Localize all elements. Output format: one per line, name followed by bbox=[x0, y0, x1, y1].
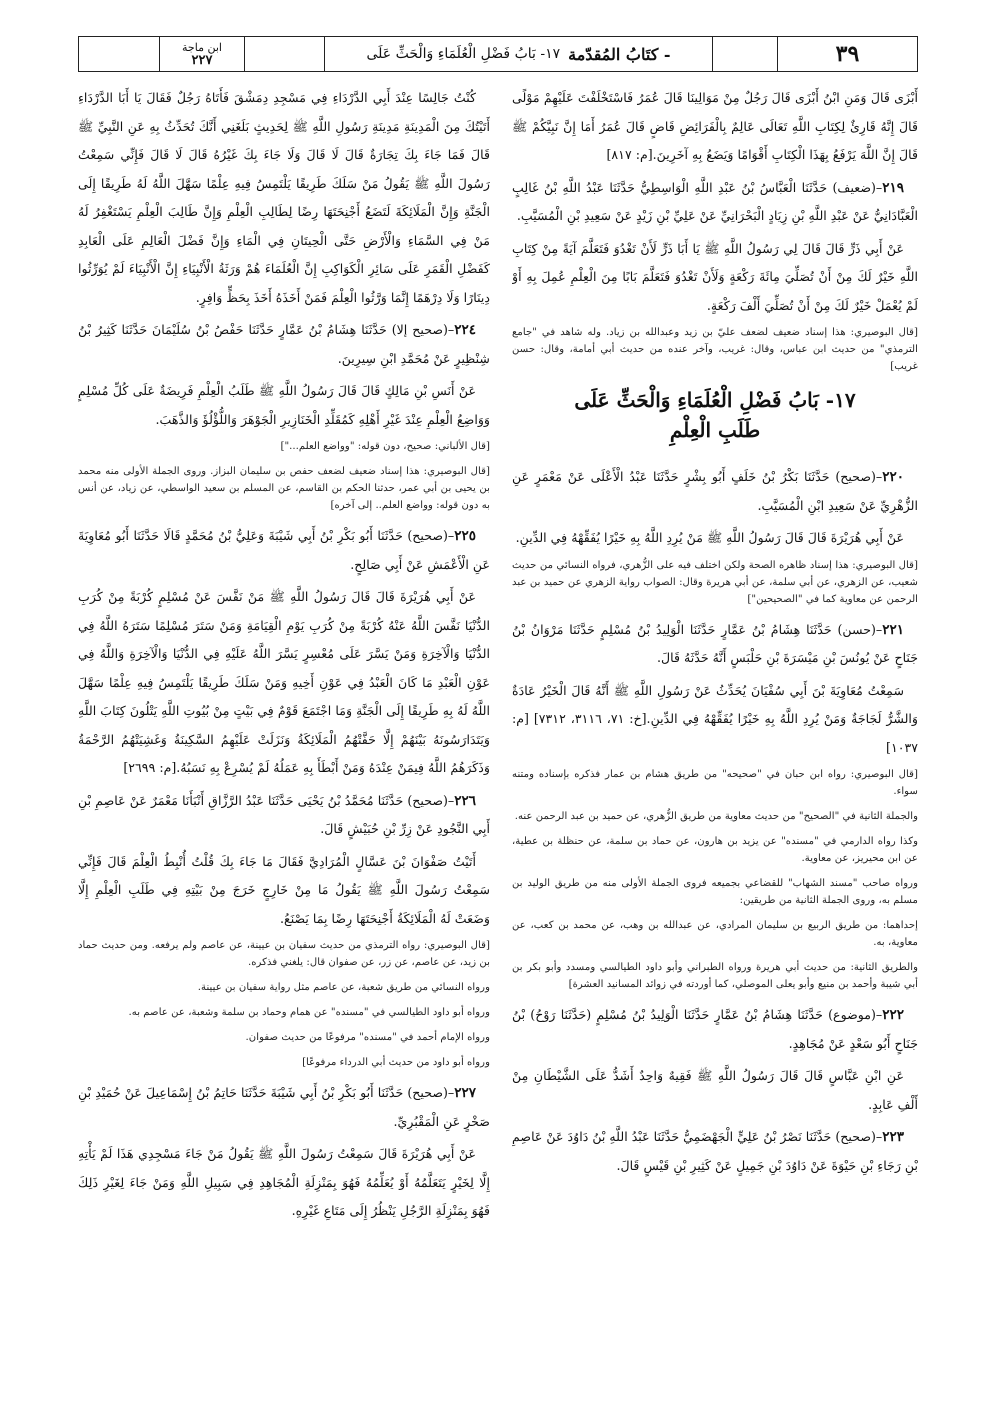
hadith-matn: عَنْ أَبِي ذَرٍّ قَالَ قَالَ لِي رَسُولُ اللَّهِ ﷺ يَا أَبَا ذَرٍّ لَأَنْ تَغْدُوَ فَتَعَلَّمَ آيَةً مِنْ كِتَابِ اللَّهِ خَيْرٌ لَكَ مِنْ أَنْ تُصَلِّيَ مِائَةَ رَكْعَةٍ وَلَأَنْ تَغْدُوَ فَتَعَلَّمَ بَابًا مِنَ الْعِلْمِ عُمِلَ بِهِ أَوْ لَمْ يُعْمَلْ خَيْرٌ لَكَ مِنْ أَنْ تُصَلِّيَ أَلْفَ رَكْعَةٍ. bbox=[512, 240, 918, 313]
hadith-text: أَبْزَى قَالَ وَمَنِ ابْنُ أَبْزَى قَالَ رَجُلٌ مِنْ مَوَالِينَا قَالَ عُمَرُ فَاسْتَخْلَفْتَ عَلَيْهِمْ مَوْلًى قَالَ إِنَّهُ قَارِئٌ لِكِتَابِ اللَّهِ تَعَالَى عَالِمٌ بِالْفَرَائِضِ قَاضٍ قَالَ عُمَرُ أَمَا إِنَّ نَبِيَّكُمْ ﷺ قَالَ إِنَّ اللَّهَ يَرْفَعُ بِهَذَا الْكِتَابِ أَقْوَامًا وَيَضَعُ بِهِ آخَرِينَ.[م: ٨١٧] bbox=[512, 90, 918, 162]
hadith-matn: كُنْتُ جَالِسًا عِنْدَ أَبِي الدَّرْدَاءِ فِي مَسْجِدِ دِمَشْقَ فَأَتَاهُ رَجُلٌ فَقَالَ يَا أَبَا الدَّرْدَاءِ أَتَيْتُكَ مِنَ الْمَدِينَةِ مَدِينَةِ رَسُولِ اللَّهِ ﷺ لِحَدِيثٍ بَلَغَنِي أَنَّكَ تُحَدِّثُ بِهِ عَنِ النَّبِيِّ ﷺ قَالَ فَمَا جَاءَ بِكَ تِجَارَةٌ قَالَ لَا قَالَ وَلَا جَاءَ بِكَ غَيْرُهُ قَالَ لَا قَالَ فَإِنِّي سَمِعْتُ رَسُولَ اللَّهِ ﷺ يَقُولُ مَنْ سَلَكَ طَرِيقًا يَلْتَمِسُ فِيهِ عِلْمًا سَهَّلَ اللَّهُ لَهُ طَرِيقًا إِلَى الْجَنَّةِ وَإِنَّ الْمَلَائِكَةَ لَتَضَعُ أَجْنِحَتَهَا رِضًا لِطَالِبِ الْعِلْمِ وَإِنَّ طَالِبَ الْعِلْمِ يَسْتَغْفِرُ لَهُ مَنْ فِي السَّمَاءِ وَالْأَرْضِ حَتَّى الْحِيتَانِ فِي الْمَاءِ وَإِنَّ فَضْلَ الْعَالِمِ عَلَى الْعَابِدِ كَفَضْلِ الْقَمَرِ عَلَى سَائِرِ الْكَوَاكِبِ إِنَّ الْعُلَمَاءَ هُمْ وَرَثَةُ الْأَنْبِيَاءِ إِنَّ الْأَنْبِيَاءَ لَمْ يُوَرِّثُوا دِينَارًا وَلَا دِرْهَمًا إِنَّمَا وَرَّثُوا الْعِلْمَ فَمَنْ أَخَذَهُ أَخَذَ بِحَظٍّ وَافِرٍ. bbox=[78, 90, 490, 305]
hadith-matn: عَنِ ابْنِ عَبَّاسٍ قَالَ قَالَ رَسُولُ اللَّهِ ﷺ فَقِيهٌ وَاحِدٌ أَشَدُّ عَلَى الشَّيْطَانِ مِنْ أَلْفِ عَابِدٍ. bbox=[512, 1068, 918, 1112]
isnad-text: –(موضوع) حَدَّثَنَا هِشَامُ بْنُ عَمَّارٍ حَدَّثَنَا الْوَلِيدُ بْنُ مُسْلِمٍ (حَدَّثَنَا رَوْحُ) بْنُ جَنَاحٍ أَبُو سَعْدٍ عَنْ مُجَاهِدٍ. bbox=[512, 1007, 918, 1051]
hadith-number: ٢٢٤ bbox=[454, 322, 476, 338]
isnad-text: –(صحيح) حَدَّثَنَا أَبُو بَكْرِ بْنُ أَبِي شَيْبَةَ حَدَّثَنَا حَاتِمُ بْنُ إِسْمَاعِيلَ عَنْ حُمَيْدِ بْنِ صَخْرٍ عَنِ الْمَقْبُرِيِّ. bbox=[78, 1085, 490, 1129]
isnad-text: –(حسن) حَدَّثَنَا هِشَامُ بْنُ عَمَّارٍ حَدَّثَنَا الْوَلِيدُ بْنُ مُسْلِمٍ حَدَّثَنَا مَرْوَانُ بْنُ جَنَاحٍ عَنْ يُونُسَ بْنِ مَيْسَرَةَ بْنِ حَلْبَسٍ أَنَّهُ حَدَّثَهُ قَالَ. bbox=[512, 621, 918, 665]
chapter-title-line2: طَلَبِ الْعِلْمِ bbox=[669, 418, 761, 442]
footnote: وكذا رواه الدارمي في "مسنده" عن يزيد بن هارون، عن حماد بن سلمة، عن حنظلة بن عطية، عن ابن محيريز، عن معاوية. bbox=[512, 836, 918, 864]
hadith-number: ٢١٩ bbox=[882, 179, 904, 196]
hadith-number: ٢٢٠ bbox=[882, 469, 904, 485]
header-reference bbox=[159, 37, 244, 71]
footnote: ورواه الإمام أحمد في "مسنده" مرفوعًا من حديث صفوان. bbox=[245, 1032, 490, 1043]
footnote: ورواه أبو داود الطيالسي في "مسنده" عن همام وحماد بن سلمة وشعبة، عن عاصم به. bbox=[128, 1007, 490, 1018]
chapter-title-line1: ١٧- بَابُ فَضْلِ الْعُلَمَاءِ وَالْحَثِّ عَلَى bbox=[574, 388, 856, 412]
hadith-isnad bbox=[78, 1079, 490, 1136]
hadith-number: ٢٢٥ bbox=[454, 528, 476, 544]
header-cell-empty bbox=[712, 37, 777, 71]
chapter-heading bbox=[512, 385, 918, 445]
hadith-isnad bbox=[512, 616, 918, 673]
isnad-text: –(صحيح) حَدَّثَنَا بَكْرُ بْنُ خَلَفٍ أَبُو بِشْرٍ حَدَّثَنَا عَبْدُ الْأَعْلَى عَنْ مَعْمَرٍ عَنِ الزُّهْرِيِّ عَنْ سَعِيدِ ابْنِ الْمُسَيَّبِ. bbox=[512, 469, 918, 513]
footnote: ورواه أبو داود من حديث أبي الدرداء مرفوعًا] bbox=[302, 1057, 490, 1068]
hadith-isnad bbox=[78, 522, 490, 579]
hadith-isnad bbox=[512, 463, 918, 520]
hadith-matn: عَنْ أَنَسِ بْنِ مَالِكٍ قَالَ قَالَ رَسُولُ اللَّهِ ﷺ طَلَبُ الْعِلْمِ فَرِيضَةٌ عَلَى كُلِّ مُسْلِمٍ وَوَاضِعُ الْعِلْمِ عِنْدَ غَيْرِ أَهْلِهِ كَمُقَلِّدِ الْخَنَازِيرِ الْجَوْهَرَ وَاللُّؤْلُؤَ وَالذَّهَبَ. bbox=[78, 383, 490, 427]
isnad-text: –(صحيح) حَدَّثَنَا نَصْرُ بْنُ عَلِيٍّ الْجَهْضَمِيُّ حَدَّثَنَا عَبْدُ اللَّهِ بْنُ دَاوُدَ عَنْ عَاصِمِ بْنِ رَجَاءِ بْنِ حَيْوَةَ عَنْ دَاوُدَ بْنِ جَمِيلٍ عَنْ كَثِيرِ بْنِ قَيْسٍ قَالَ. bbox=[512, 1129, 918, 1173]
hadith-number: ٢٢٢ bbox=[882, 1007, 904, 1023]
isnad-text: –(صحيح إلا) حَدَّثَنَا هِشَامُ بْنُ عَمَّارٍ حَدَّثَنَا حَفْصُ بْنُ سُلَيْمَانَ حَدَّثَنَا كَثِيرُ بْنُ شِنْظِيرٍ عَنْ مُحَمَّدِ ابْنِ سِيرِينَ. bbox=[78, 322, 490, 366]
footnote: ورواه صاحب "مسند الشهاب" للقضاعي بجميعه فروى الجملة الأولى منه من طريق الوليد بن مسلم به، وروى الجملة الثانية من طريقين: bbox=[512, 878, 918, 906]
page-number: ٣٩ bbox=[777, 37, 917, 71]
isnad-text: –(ضعيف) حَدَّثَنَا الْعَبَّاسُ بْنُ عَبْدِ اللَّهِ الْوَاسِطِيُّ حَدَّثَنَا عَبْدُ اللَّهِ بْنُ غَالِبٍ الْعَبَّادَانِيُّ عَنْ عَبْدِ اللَّهِ بْنِ زِيَادٍ الْبَحْرَانِيِّ عَنْ عَلِيِّ بْنِ زَيْدٍ عَنْ سَعِيدِ بْنِ الْمُسَيَّبِ. bbox=[512, 179, 918, 223]
footnote: والجملة الثانية في "الصحيح" من حديث معاوية من طريق الزُّهري، عن حميد بن عبد الرحمن عنه. bbox=[514, 811, 918, 822]
hadith-matn: عَنْ أَبِي هُرَيْرَةَ قَالَ قَالَ رَسُولُ اللَّهِ ﷺ مَنْ يُرِدِ اللَّهُ بِهِ خَيْرًا يُفَقِّهْهُ فِي الدِّينِ. bbox=[515, 530, 904, 545]
footnote: [قال البوصيري: هذا إسناد ظاهره الصحة ولكن اختلف فيه على الزُّهري، فرواه النسائي من حديث شعيب، عن الزهري، عن أبي سلمة، عن أبي هريرة وقال: الصواب رواية الزهري عن حميد بن عبد الرحمن عن معاوية كما في "الصحيحين"] bbox=[512, 559, 918, 605]
header-cell-empty bbox=[244, 37, 324, 71]
hadith-isnad bbox=[78, 316, 490, 373]
hadith-number: ٢٢٣ bbox=[882, 1129, 904, 1145]
isnad-text: –(صحيح) حَدَّثَنَا أَبُو بَكْرِ بْنُ أَبِي شَيْبَةَ وَعَلِيُّ بْنُ مُحَمَّدٍ قَالَا حَدَّثَنَا أَبُو مُعَاوِيَةَ عَنِ الْأَعْمَشِ عَنْ أَبِي صَالِحٍ. bbox=[78, 528, 490, 572]
hadith-matn: سَمِعْتُ مُعَاوِيَةَ بْنَ أَبِي سُفْيَانَ يُحَدِّثُ عَنْ رَسُولِ اللَّهِ ﷺ أَنَّهُ قَالَ الْخَيْرُ عَادَةٌ وَالشَّرُّ لَجَاجَةٌ وَمَنْ يُرِدِ اللَّهُ بِهِ خَيْرًا يُفَقِّهْهُ فِي الدِّينِ.[خ: ٧١، ٣١١٦، ٧٣١٢] [م: ١٠٣٧] bbox=[512, 682, 918, 755]
footnote: [قال البوصيري: هذا إسناد ضعيف لضعف عليّ بن زيد وعبدالله بن زياد. وله شاهد في "جامع الترمذي" من حديث ابن عباس، وقال: غريب، وآخر عنده من حديث أبي أمامة، وقال: حسن غريب] bbox=[512, 327, 918, 372]
footnote: [قال البوصيري: رواه ابن حبان في "صحيحه" من طريق هشام بن عمار فذكره بإسناده ومتنه سواء. bbox=[512, 769, 918, 797]
left-column bbox=[78, 84, 490, 1384]
footnote: والطريق الثانية: من حديث أبي هريرة ورواه الطبراني وأبو داود الطيالسي ومسدد وأبو بكر بن أبي شيبة وأحمد بن منيع وأبو يعلى الموصلي، كما أوردته في زوائد المسانيد العشرة] bbox=[512, 962, 918, 990]
hadith-number: ٢٢٧ bbox=[454, 1085, 476, 1101]
chapter-reference: ١٧- بَابُ فَضْلِ الْعُلَمَاءِ وَالْحَثِّ عَلَى bbox=[366, 46, 561, 62]
hadith-isnad bbox=[512, 174, 918, 231]
isnad-text: –(صحيح) حَدَّثَنَا مُحَمَّدُ بْنُ يَحْيَى حَدَّثَنَا عَبْدُ الرَّزَّاقِ أَنْبَأَنَا مَعْمَرٌ عَنْ عَاصِمِ بْنِ أَبِي النَّجُودِ عَنْ زِرِّ بْنِ حُبَيْشٍ قَالَ. bbox=[78, 792, 490, 836]
header-title bbox=[324, 37, 712, 71]
footnote: [قال البوصيري: رواه الترمذي من حديث سفيان بن عيينة، عن عاصم ولم يرفعه. ومن حديث حماد بن زيد، عن عاصم، عن زر، عن صفوان قال: يلغني فذكره. bbox=[78, 940, 490, 968]
footnote: [قال البوصيري: هذا إسناد ضعيف لضعف حفص بن سليمان البزاز. وروى الجملة الأولى منه محمد بن يحيى بن أبي عمر، حدثنا الحكم بن القاسم، عن المسلم بن سعيد الواسطي، عن زياد، عن أنس به دون قوله: وواضع العلم.. إلى آخره] bbox=[78, 466, 490, 511]
reference-label: ابن ماجة bbox=[182, 41, 222, 54]
footnote: ورواه النسائي من طريق شعبة، عن عاصم مثل رواية سفيان بن عيينة. bbox=[197, 982, 490, 993]
hadith-matn: عَنْ أَبِي هُرَيْرَةَ قَالَ سَمِعْتُ رَسُولَ اللَّهِ ﷺ يَقُولُ مَنْ جَاءَ مَسْجِدِي هَذَا لَمْ يَأْتِهِ إِلَّا لِخَيْرٍ يَتَعَلَّمُهُ أَوْ يُعَلِّمُهُ فَهُوَ بِمَنْزِلَةِ الْمُجَاهِدِ فِي سَبِيلِ اللَّهِ وَمَنْ جَاءَ لِغَيْرِ ذَلِكَ فَهُوَ بِمَنْزِلَةِ الرَّجُلِ يَنْظُرُ إِلَى مَتَاعِ غَيْرِهِ. bbox=[78, 1146, 490, 1218]
right-column bbox=[512, 84, 918, 1384]
header-cell-empty bbox=[79, 37, 159, 71]
reference-number: ٢٢٧ bbox=[191, 53, 213, 68]
hadith-isnad bbox=[78, 787, 490, 844]
hadith-matn: عَنْ أَبِي هُرَيْرَةَ قَالَ قَالَ رَسُولُ اللَّهِ ﷺ مَنْ نَفَّسَ عَنْ مُسْلِمٍ كُرْبَةً مِنْ كُرَبِ الدُّنْيَا نَفَّسَ اللَّهُ عَنْهُ كُرْبَةً مِنْ كُرَبِ يَوْمِ الْقِيَامَةِ وَمَنْ سَتَرَ مُسْلِمًا سَتَرَهُ اللَّهُ فِي الدُّنْيَا وَالْآخِرَةِ وَمَنْ يَسَّرَ عَلَى مُعْسِرٍ يَسَّرَ اللَّهُ عَلَيْهِ فِي الدُّنْيَا وَالْآخِرَةِ وَاللَّهُ فِي عَوْنِ الْعَبْدِ مَا كَانَ الْعَبْدُ فِي عَوْنِ أَخِيهِ وَمَنْ سَلَكَ طَرِيقًا يَلْتَمِسُ فِيهِ عِلْمًا سَهَّلَ اللَّهُ لَهُ بِهِ طَرِيقًا إِلَى الْجَنَّةِ وَمَا اجْتَمَعَ قَوْمٌ فِي بَيْتٍ مِنْ بُيُوتِ اللَّهِ يَتْلُونَ كِتَابَ اللَّهِ وَيَتَدَارَسُونَهُ بَيْنَهُمْ إِلَّا حَفَّتْهُمُ الْمَلَائِكَةُ وَنَزَلَتْ عَلَيْهِمُ السَّكِينَةُ وَغَشِيَتْهُمُ الرَّحْمَةُ وَذَكَرَهُمُ اللَّهُ فِيمَنْ عِنْدَهُ وَمَنْ أَبْطَأَ بِهِ عَمَلُهُ لَمْ يُسْرِعْ بِهِ نَسَبُهُ.[م: ٢٦٩٩] bbox=[78, 589, 490, 775]
book-title: - كتَابُ المُقدّمة bbox=[568, 44, 671, 64]
hadith-number: ٢٢٦ bbox=[454, 792, 476, 809]
hadith-number: ٢٢١ bbox=[882, 621, 904, 638]
hadith-isnad bbox=[512, 1001, 918, 1058]
hadith-matn: أَتَيْتُ صَفْوَانَ بْنَ عَسَّالٍ الْمُرَادِيَّ فَقَالَ مَا جَاءَ بِكَ قُلْتُ أُنْبِطُ الْعِلْمَ قَالَ فَإِنِّي سَمِعْتُ رَسُولَ اللَّهِ ﷺ يَقُولُ مَا مِنْ خَارِجٍ خَرَجَ مِنْ بَيْتِهِ فِي طَلَبِ الْعِلْمِ إِلَّا وَضَعَتْ لَهُ الْمَلَائِكَةُ أَجْنِحَتَهَا رِضًا بِمَا يَصْنَعُ. bbox=[78, 853, 490, 926]
footnote: إحداهما: من طريق الربيع بن سليمان المرادي، عن عبدالله بن وهب، عن محمد بن كعب، عن معاوية، به. bbox=[512, 920, 918, 948]
footnote: [قال الألباني: صحيح، دون قوله: "وواضع العلم..."] bbox=[280, 441, 490, 452]
hadith-isnad bbox=[512, 1123, 918, 1180]
page-header bbox=[78, 36, 918, 72]
